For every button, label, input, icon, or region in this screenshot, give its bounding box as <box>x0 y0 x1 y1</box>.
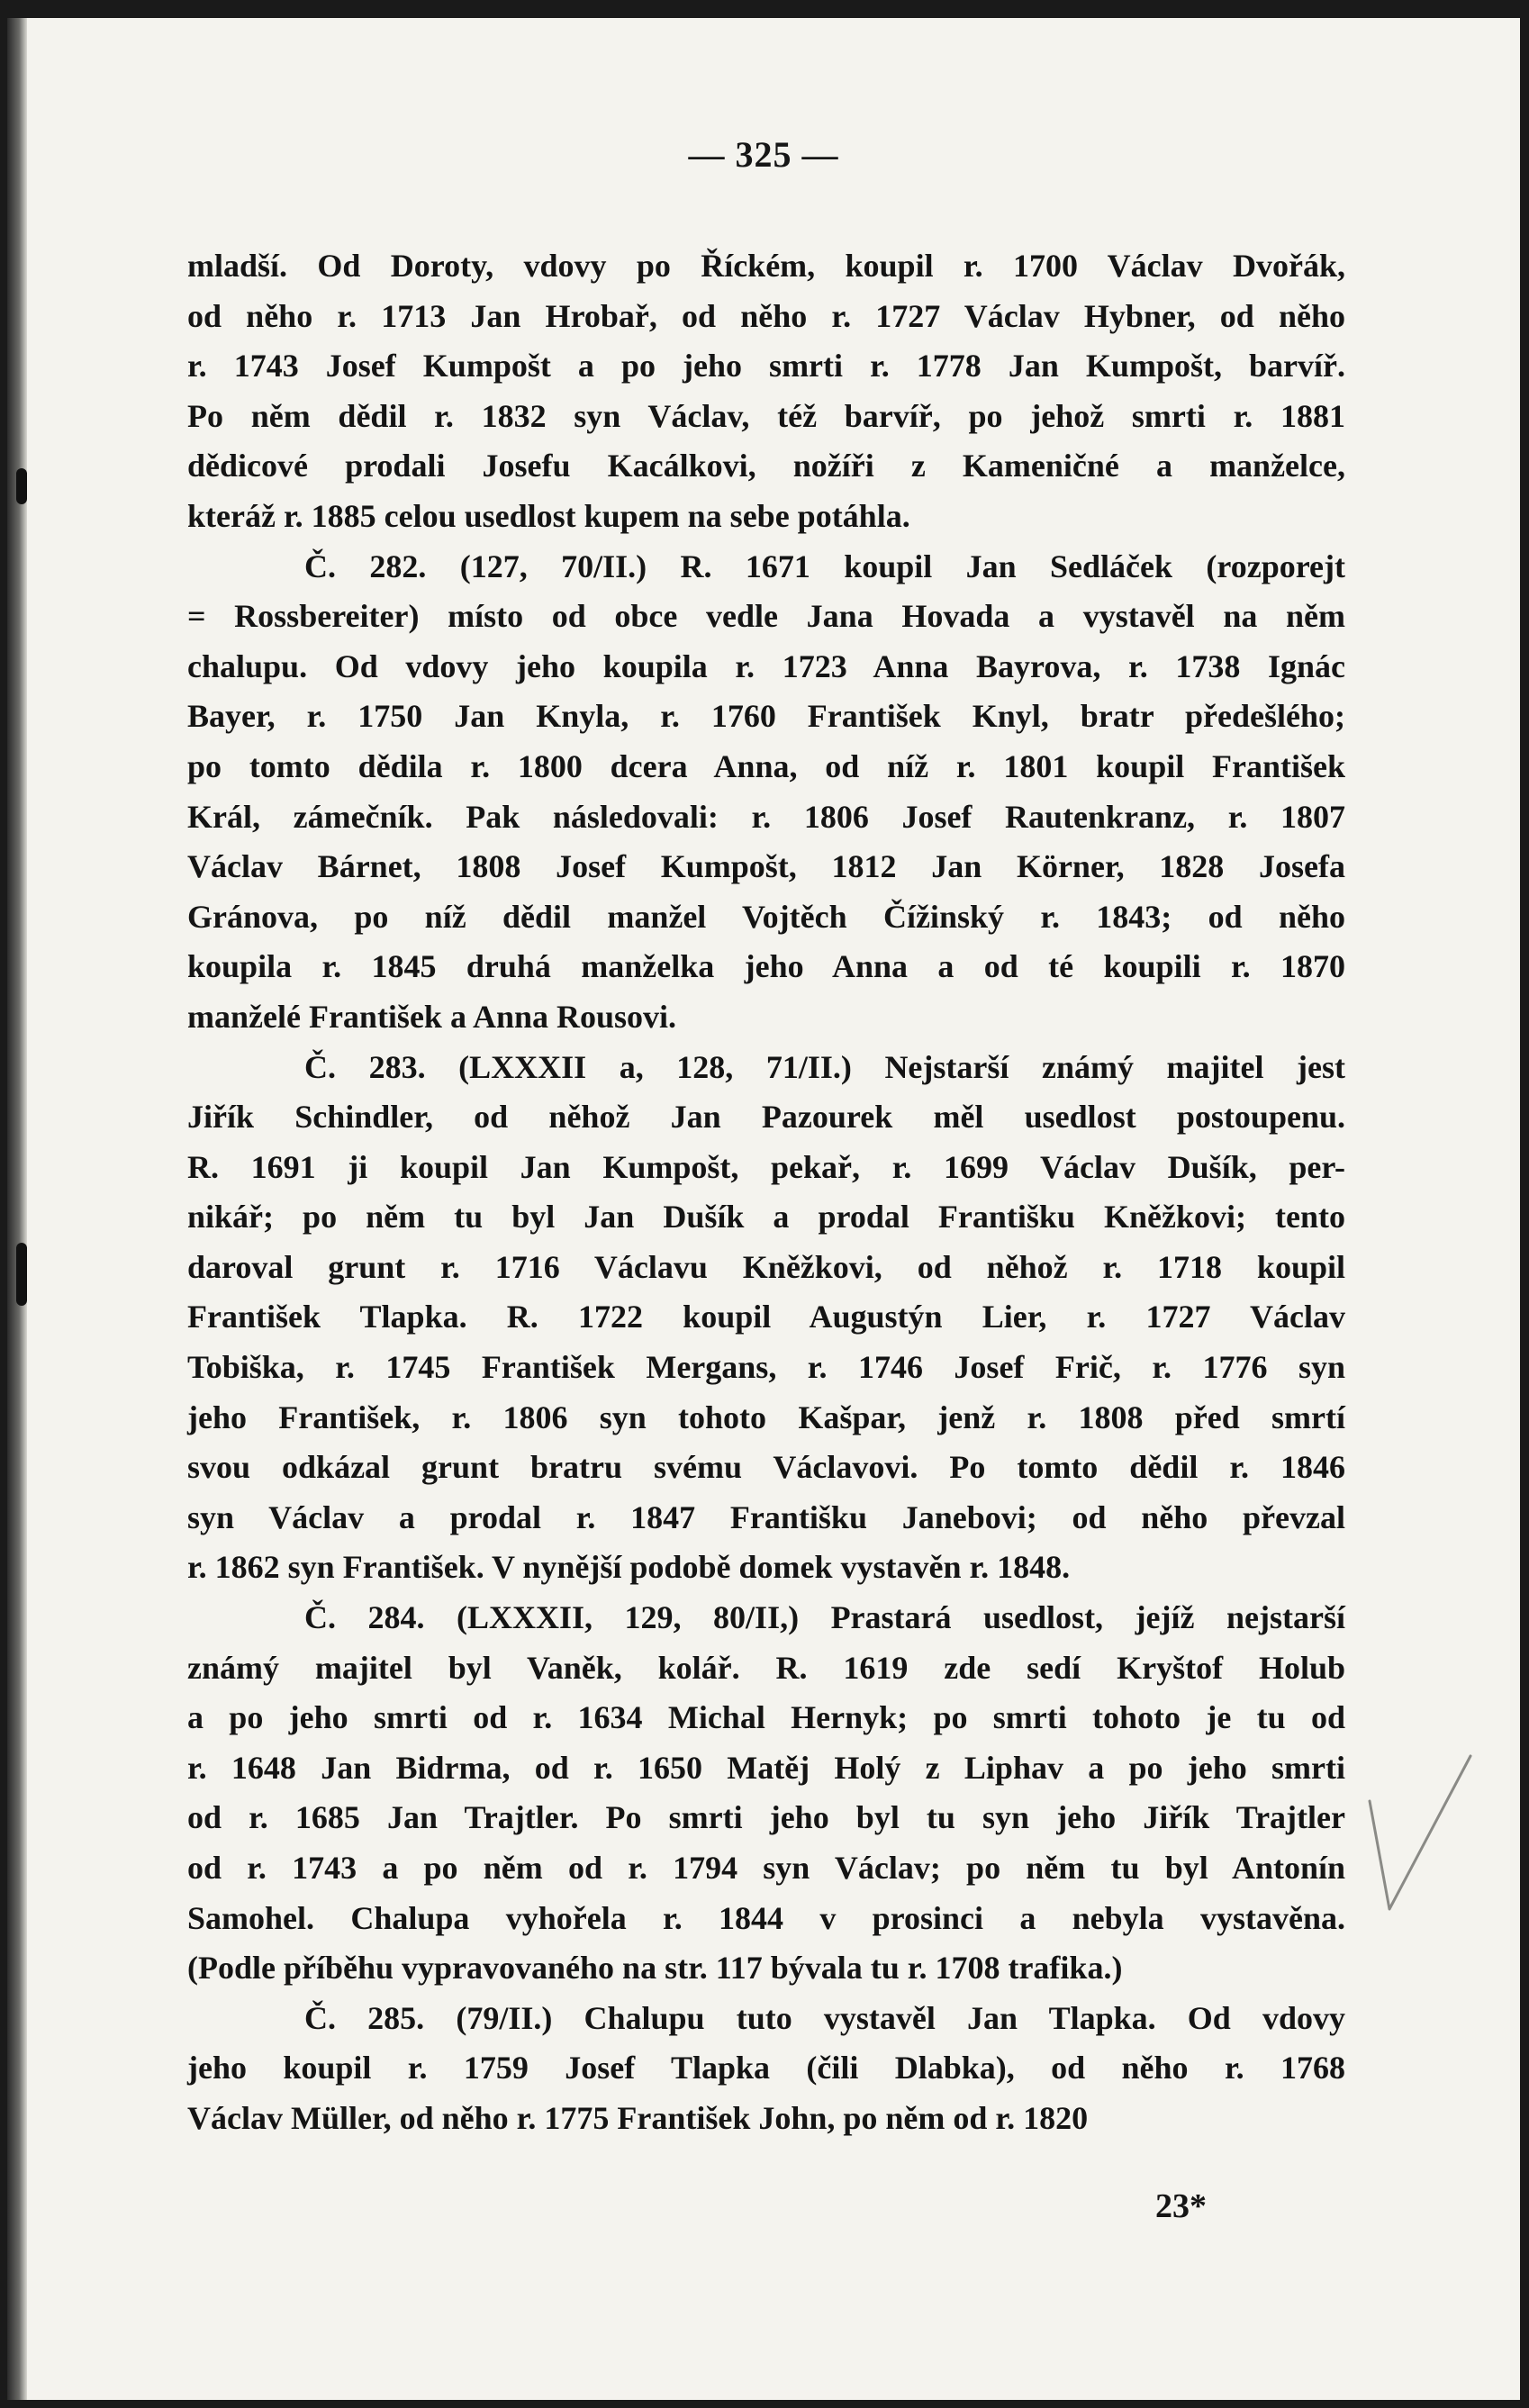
page-number: — 325 — <box>688 134 839 175</box>
sheet-signature: 23* <box>1155 2187 1207 2225</box>
text-line: Václav Bárnet, 1808 Josef Kumpošt, 1812 Jan Körner, 1828 Josefa <box>187 848 1345 885</box>
pencil-checkmark-icon <box>1362 1747 1479 1927</box>
text-line: (Podle příběhu vypravovaného na str. 117 bývala tu r. 1708 trafika.) <box>187 1950 1123 1987</box>
text-line: jeho František, r. 1806 syn tohoto Kašpar, jenž r. 1808 před smrtí <box>187 1399 1345 1435</box>
text-line: Č. 282. (127, 70/II.) R. 1671 koupil Jan Sedláček (rozporejt <box>304 548 1345 584</box>
text-line: Bayer, r. 1750 Jan Knyla, r. 1760 František Knyl, bratr předešlého; <box>187 698 1345 735</box>
text-line: Král, zámečník. Pak následovali: r. 1806 Josef Rautenkranz, r. 1807 <box>187 798 1345 835</box>
text-line: = Rossbereiter) místo od obce vedle Jana Hovada a vystavěl na něm <box>187 598 1345 635</box>
text-line: dědicové prodali Josefu Kacálkovi, nožíři z Kameničné a manželce, <box>187 448 1345 484</box>
text-line: manželé František a Anna Rousovi. <box>187 998 677 1035</box>
text-line: od r. 1743 a po něm od r. 1794 syn Václav; po něm tu byl Antonín <box>187 1850 1345 1886</box>
text-line: kteráž r. 1885 celou usedlost kupem na sebe potáhla. <box>187 497 910 534</box>
text-line: Václav Müller, od něho r. 1775 František John, po něm od r. 1820 <box>187 2099 1089 2136</box>
text-line: nikář; po něm tu byl Jan Dušík a prodal Františku Kněžkovi; tento <box>187 1199 1345 1236</box>
text-line: Č. 284. (LXXXII, 129, 80/II,) Prastará usedlost, jejíž nejstarší <box>304 1599 1345 1636</box>
text-line: koupila r. 1845 druhá manželka jeho Anna a od té koupili r. 1870 <box>187 948 1345 985</box>
text-line: František Tlapka. R. 1722 koupil Augustýn Lier, r. 1727 Václav <box>187 1299 1345 1335</box>
text-line: syn Václav a prodal r. 1847 Františku Janebovi; od něho převzal <box>187 1498 1345 1535</box>
text-line: od něho r. 1713 Jan Hrobař, od něho r. 1727 Václav Hybner, od něho <box>187 297 1345 334</box>
text-line: a po jeho smrti od r. 1634 Michal Hernyk; po smrti tohoto je tu od <box>187 1699 1345 1736</box>
binding-mark <box>16 1243 27 1306</box>
text-line: po tomto dědila r. 1800 dcera Anna, od níž r. 1801 koupil František <box>187 747 1345 784</box>
text-line: chalupu. Od vdovy jeho koupila r. 1723 Anna Bayrova, r. 1738 Ignác <box>187 647 1345 684</box>
text-line: mladší. Od Doroty, vdovy po Říckém, koupil r. 1700 Václav Dvořák, <box>187 248 1345 284</box>
body-text <box>187 241 1345 2144</box>
text-line: Č. 285. (79/II.) Chalupu tuto vystavěl Jan Tlapka. Od vdovy <box>304 1999 1345 2036</box>
text-line: Tobiška, r. 1745 František Mergans, r. 1746 Josef Frič, r. 1776 syn <box>187 1349 1345 1386</box>
text-line: jeho koupil r. 1759 Josef Tlapka (čili Dlabka), od něho r. 1768 <box>187 2050 1345 2087</box>
text-line: svou odkázal grunt bratru svému Václavovi. Po tomto dědil r. 1846 <box>187 1449 1345 1486</box>
text-line: daroval grunt r. 1716 Václavu Kněžkovi, od něhož r. 1718 koupil <box>187 1248 1345 1285</box>
text-line: Po něm dědil r. 1832 syn Václav, též barvíř, po jehož smrti r. 1881 <box>187 397 1345 434</box>
text-line: Č. 283. (LXXXII a, 128, 71/II.) Nejstarší známý majitel jest <box>304 1048 1345 1085</box>
text-line: r. 1648 Jan Bidrma, od r. 1650 Matěj Holý z Liphav a po jeho smrti <box>187 1749 1345 1786</box>
text-line: r. 1862 syn František. V nynější podobě domek vystavěn r. 1848. <box>187 1549 1071 1586</box>
binding-mark <box>16 468 27 504</box>
scanned-page <box>7 18 1520 2400</box>
text-line: R. 1691 ji koupil Jan Kumpošt, pekař, r. 1699 Václav Dušík, per- <box>187 1148 1345 1185</box>
text-line: Samohel. Chalupa vyhořela r. 1844 v prosinci a nebyla vystavěna. <box>187 1899 1345 1936</box>
text-line: známý majitel byl Vaněk, kolář. R. 1619 zde sedí Kryštof Holub <box>187 1649 1345 1686</box>
text-line: Jiřík Schindler, od něhož Jan Pazourek měl usedlost postoupenu. <box>187 1099 1345 1136</box>
text-line: od r. 1685 Jan Trajtler. Po smrti jeho byl tu syn jeho Jiřík Trajtler <box>187 1799 1345 1836</box>
text-line: r. 1743 Josef Kumpošt a po jeho smrti r. 1778 Jan Kumpošt, barvíř. <box>187 348 1345 385</box>
book-binding-edge <box>7 18 27 2400</box>
text-line: Gránova, po níž dědil manžel Vojtěch Čížinský r. 1843; od něho <box>187 898 1345 935</box>
